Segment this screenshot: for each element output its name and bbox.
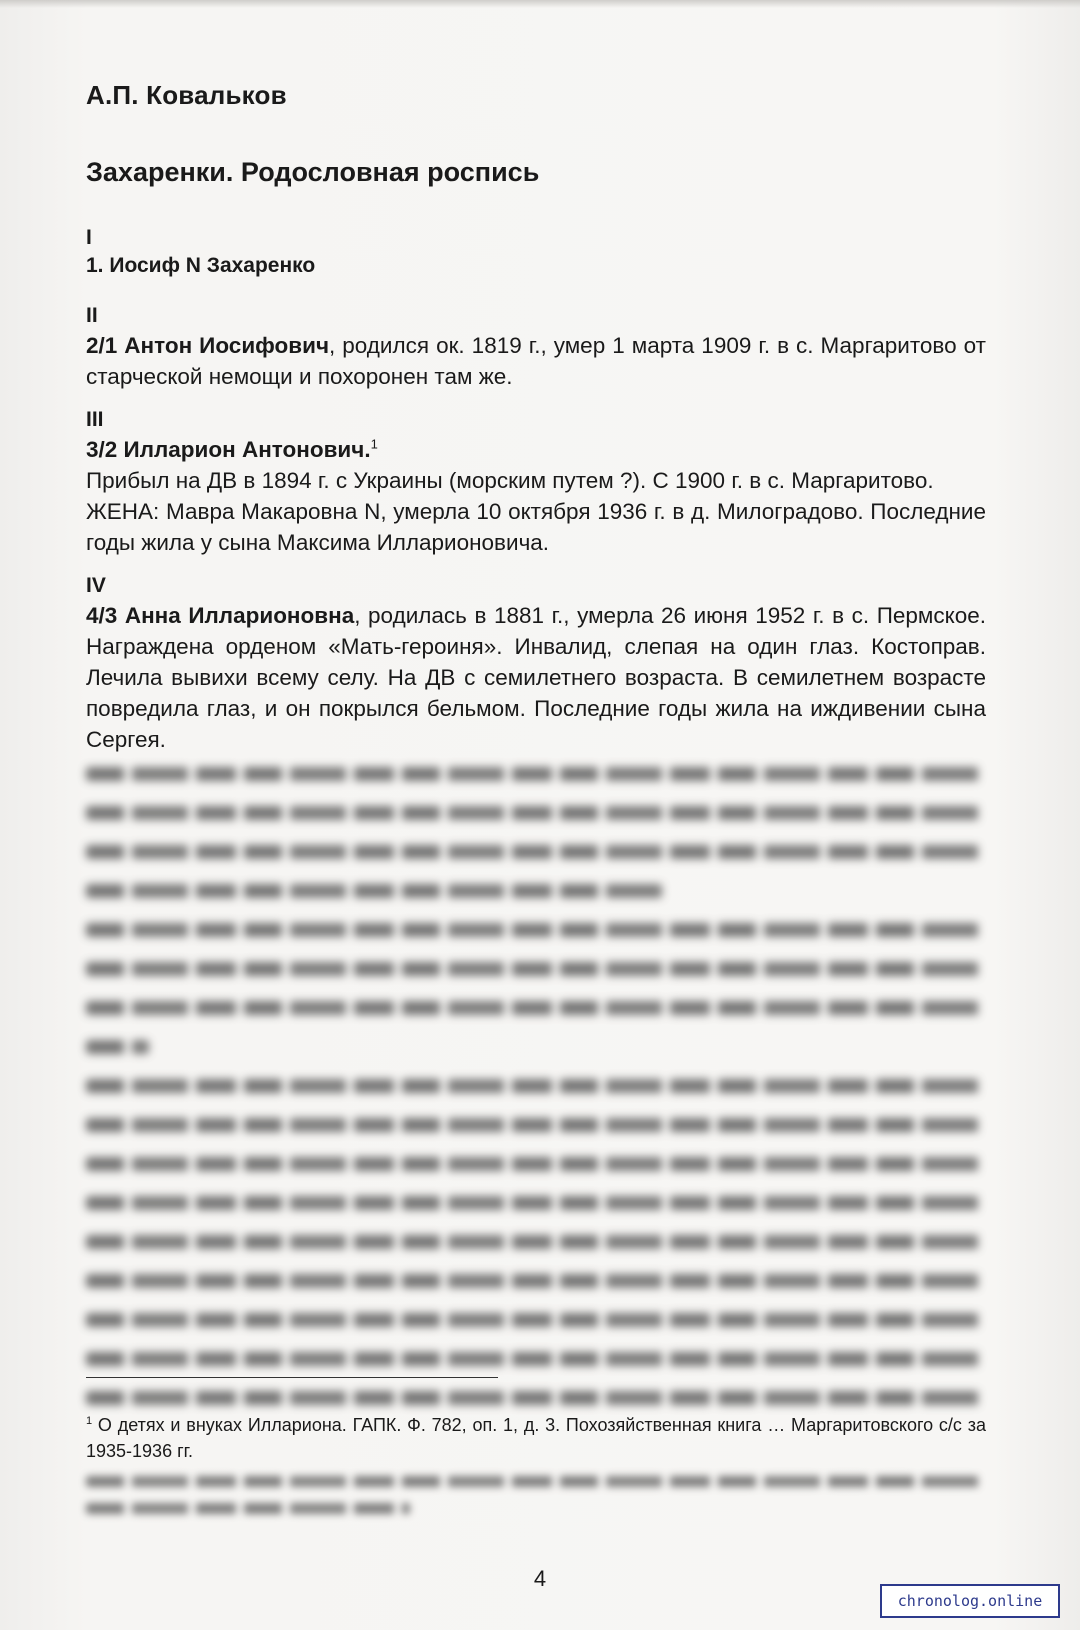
- person-entry-4: [86, 600, 986, 755]
- spacer: [86, 558, 986, 572]
- page-top-edge: [0, 0, 1080, 8]
- person-name: 2/1 Антон Иосифович: [86, 333, 330, 358]
- obscured-line: [86, 962, 986, 976]
- obscured-line: [86, 1001, 986, 1015]
- obscured-line: [86, 1157, 986, 1171]
- obscured-line: [86, 806, 986, 820]
- person-details: Прибыл на ДВ в 1894 г. с Украины (морским путем ?). С 1900 г. в с. Маргаритово.: [86, 468, 934, 493]
- person-details: , родилась в 1881 г., умерла 26 июня 1952 г. в с. Пермское. Награждена орденом «Мать-героиня». Инвалид, слепая на один глаз. Костоправ. Лечила вывихи всему селу. На ДВ с семилетнего возраста. В семилетнем возрасте повредила глаз, и он покрылся бельмом. Последние годы жила на иждивении сына Сергея.: [86, 603, 986, 752]
- footnote-separator: [86, 1377, 498, 1378]
- obscured-line: [86, 1352, 986, 1366]
- document-title: Захаренки. Родословная роспись: [86, 157, 540, 187]
- footnote-reference[interactable]: 1: [370, 436, 378, 452]
- obscured-line: [86, 1503, 410, 1514]
- person-name: 3/2 Илларион Антонович.: [86, 437, 371, 462]
- person-entry-2: [86, 330, 986, 392]
- footnote-mark: 1: [86, 1415, 93, 1427]
- generation-heading-1: I: [86, 226, 92, 249]
- obscured-line: [86, 1118, 986, 1132]
- obscured-line: [86, 1235, 986, 1249]
- person-details: , родился ок. 1819 г., умер 1 марта 1909 г. в с. Маргаритово от старческой немощи и похоронен там же.: [86, 333, 986, 389]
- obscured-line: [86, 767, 986, 781]
- spacer: [86, 392, 986, 406]
- page-number: 4: [533, 1566, 547, 1591]
- person-name: 4/3 Анна Илларионовна: [86, 603, 355, 628]
- obscured-line: [86, 1313, 986, 1327]
- spouse-details: ЖЕНА: Мавра Макаровна N, умерла 10 октября 1936 г. в д. Милоградово. Последние годы жила у сына Максима Илларионовича.: [86, 499, 986, 555]
- obscured-line: [86, 1040, 149, 1054]
- generation-heading-4: IV: [86, 574, 106, 597]
- footnote-1: [86, 1412, 986, 1464]
- obscured-line: [86, 845, 986, 859]
- person-entry-3: [86, 434, 986, 465]
- obscured-line: [86, 1196, 986, 1210]
- author-name: А.П. Ковальков: [86, 80, 287, 110]
- obscured-line: [86, 1476, 986, 1487]
- generation-heading-2: II: [86, 304, 98, 327]
- obscured-line: [86, 884, 662, 898]
- generation-heading-3: III: [86, 408, 104, 431]
- person-entry-1: 1. Иосиф N Захаренко: [86, 254, 316, 277]
- obscured-text-block: [86, 767, 986, 1405]
- watermark-logo[interactable]: chronolog.online: [880, 1584, 1060, 1618]
- obscured-line: [86, 1274, 986, 1288]
- spacer: [86, 280, 986, 302]
- document-body: [86, 80, 986, 1430]
- obscured-line: [86, 1391, 986, 1405]
- obscured-footnote: [86, 1476, 986, 1530]
- footnote-text: О детях и внуках Иллариона. ГАПК. Ф. 782, оп. 1, д. 3. Похозяйственная книга … Маргаритовского с/с за 1935-1936 гг.: [86, 1415, 986, 1461]
- obscured-line: [86, 923, 986, 937]
- obscured-line: [86, 1079, 986, 1093]
